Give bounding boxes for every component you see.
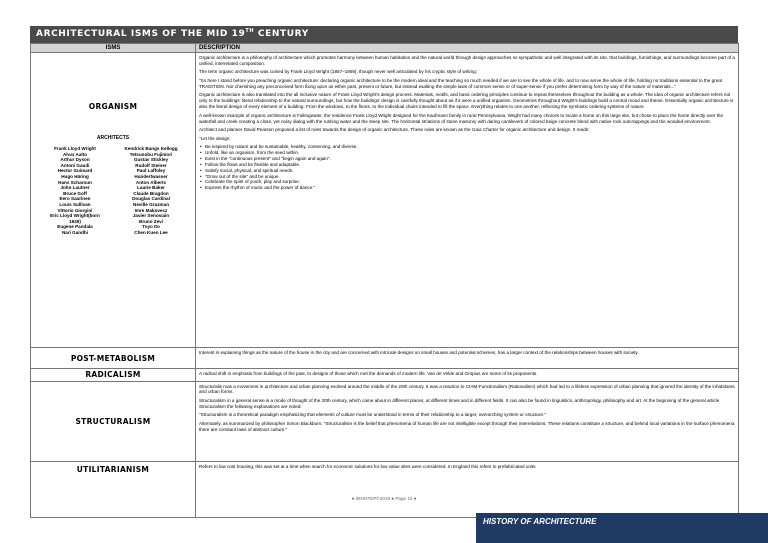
- page-footer: ● IMHOTEP©2018 ● Page 10 ●: [351, 496, 417, 501]
- architect-name: Toyo Ito: [142, 224, 160, 230]
- gaia-charter-paragraph: Architect and planner David Pearson proposed a list of rules towards the design of organic architecture. These rules are known as the Gaia Charter for organic architecture and design. It reads:: [199, 127, 590, 133]
- ism-name-organism: ORGANISM: [88, 102, 138, 111]
- architect-name: Arthur Dyson: [60, 157, 90, 163]
- architect-name: Neville Gruzman: [133, 201, 169, 207]
- description-cell-organism: [196, 53, 739, 348]
- architect-name: Anton Alberts: [135, 179, 167, 185]
- table-row-utilitarianism: [31, 461, 739, 517]
- isms-table: [30, 43, 739, 518]
- organism-paragraph: Organic architecture is also translated into the all inclusive nature of Frank Lloyd Wright's design process. Materials, motifs, and basic ordering principles continue to repeat themselves throughout the building as a whole. The idea of organic architecture refers not only to the buildings' literal relationship to the natural surroundings, but how the buildings' design is carefully thought about as if it were a unified organism. Geometries throughout Wright's buildings build a central mood and theme. Essentially organic architecture is also the literal design of every element of a building: From the windows, to the floors, to the individual chairs intended to fill the space. Everything relates to one another, reflecting the symbiotic ordering systems of nature.: [199, 92, 734, 110]
- architect-name: Louis Sullivan: [59, 201, 91, 207]
- structuralism-paragraph: Structuralism in a general sense is a mode of thought of the 20th century, which came about in different places, at different times and in different fields. It can also be found in linguistics, anthropology, philosophy and art. At the beginning of the general article Structuralism the following explanations are noted:: [199, 397, 720, 409]
- architect-name: Paul Laffoley: [136, 168, 166, 174]
- radicalism-text: A radical shift in emphasis from buildings of the past, to designs of those which met the demands of modern life. Van de Velde and Gropius are some of its proponents.: [199, 371, 538, 376]
- architect-name: Claude Bragdon: [133, 190, 169, 196]
- gaia-rule-item: • Celebrate the spirit of youth, play and surprise.: [199, 179, 735, 185]
- utilitarianism-text: Refers to low cost housing, this was set at a time when search for economic solutions for low value sites were considered. In England this refers to prefabricated units: [199, 463, 536, 469]
- architect-name: Hector Guimard: [57, 168, 93, 174]
- ism-name-utilitarianism: UTILITARIANISM: [76, 464, 150, 474]
- let-design-line: "Let the design:: [199, 135, 231, 141]
- architects-label: ARCHITECTS: [96, 135, 130, 141]
- description-cell-radicalism: [196, 369, 739, 382]
- architect-name: Hundertwasser: [134, 173, 168, 179]
- gaia-rule-item: • "Grow out of the site" and be unique.: [199, 174, 735, 180]
- architect-name: Javier Senosiain: [132, 213, 170, 219]
- gaia-rule-item: • Follow the flows and be flexible and adaptable.: [199, 162, 735, 168]
- description-cell-post-metabolism: [196, 348, 739, 369]
- architect-name: Hans Scharoun: [58, 179, 92, 185]
- architect-name: Alvar Aalto: [62, 151, 88, 157]
- architects-list: [31, 146, 195, 236]
- header-isms: ISMS: [31, 44, 196, 53]
- document-page: [30, 26, 738, 518]
- structuralism-paragraph: Alternately, as summarized by philosopher Simon Blackburn, "Structuralism is the belief that phenomena of human life are not intelligible except through their interrelations. These relations constitute a structure, and behind local variations in the surface phenomena there are constant laws of abstract culture.": [199, 420, 735, 432]
- architect-name: Chen Kuen Lee: [134, 229, 168, 235]
- ism-name-structuralism: STRUCTURALISM: [75, 416, 151, 426]
- architect-name: Rudolf Steiner: [135, 162, 167, 168]
- ism-name-radicalism: RADICALISM: [85, 370, 141, 380]
- gaia-rule-item: • Express the rhythm of music and the power of dance.": [199, 185, 735, 191]
- architect-name: Nari Gandhi: [61, 229, 89, 235]
- organism-paragraph: Organic architecture is a philosophy of architecture which promotes harmony between human habitation and the natural world through design approaches so sympathetic and well integrated with its site, that buildings, furnishings, and surroundings become part of a unified, interrelated composition.: [199, 55, 735, 66]
- table-header-row: [31, 44, 739, 53]
- organism-quote: "So here I stand before you preaching organic architecture: declaring organic architecture to be the modern ideal and the teaching so much needed if we are to see the whole of life, and to now serve the whole of life, holding no traditions essential to the great TRADITION. Nor cherishing any preconceived form fixing upon us either past, present or future, but instead exalting the simple laws of common sense or of super-sense if you prefer determining form by way of the nature of materials...": [199, 77, 723, 89]
- ism-cell-structuralism: [31, 381, 196, 461]
- ism-cell-radicalism: [31, 369, 196, 382]
- architect-name: Imre Makovecz: [134, 207, 168, 213]
- architect-name: John Lautner: [60, 185, 90, 191]
- architect-name: Bruce Goff: [63, 190, 87, 196]
- architect-name: Douglas Cardinal: [132, 196, 170, 202]
- architect-name: Hugo Häring: [61, 173, 89, 179]
- ism-cell-utilitarianism: [31, 461, 196, 517]
- description-cell-utilitarianism: [196, 461, 739, 517]
- architect-name: Bruno Zevi: [139, 218, 163, 224]
- page-title: ARCHITECTURAL ISMS OF THE MID 19TH CENTURY: [30, 26, 738, 43]
- ism-cell-organism: [31, 53, 196, 348]
- architect-name: Vittorio Giorgini: [57, 207, 93, 213]
- architect-name: Gustav Stickley: [133, 157, 169, 163]
- organism-paragraph: A well-known example of organic architecture is Fallingwater, the residence Frank Lloyd Wright designed for the Kaufmann family in rural Pennsylvania. Wright had many choices to locate a home on this large site, but chose to place the home directly over the waterfall and creek creating a close, yet noisy dialog with the rushing water and the steep site. The horizontal striations of stone masonry with daring cantilevers of colored beige concrete blend with native rock outcroppings and the wooded environment.: [199, 112, 724, 124]
- table-row-organism: [31, 53, 739, 348]
- ism-name-post-metabolism: POST-METABOLISM: [70, 353, 156, 363]
- architects-column-left: [37, 146, 113, 236]
- gaia-rule-item: • Unfold, like an organism, from the seed within.: [199, 150, 735, 156]
- architect-name: Tetsunobu Fujimori: [129, 151, 173, 157]
- gaia-rule-item: • Be inspired by nature and be sustainable, healthy, conserving, and diverse.: [199, 144, 735, 150]
- architect-name: Kendrick Bangs Kellogg: [124, 146, 178, 151]
- footer-banner: [476, 513, 768, 543]
- header-description: DESCRIPTION: [196, 44, 739, 53]
- architect-name: Frank Lloyd Wright: [54, 146, 96, 151]
- ism-cell-post-metabolism: [31, 348, 196, 369]
- architects-column-right: [113, 146, 189, 236]
- description-cell-structuralism: [196, 381, 739, 461]
- architect-name: Eric Lloyd Wright(born: [50, 213, 100, 219]
- gaia-rule-item: • Exist in the "continuous present" and "begin again and again".: [199, 156, 735, 162]
- gaia-rule-item: • Satisfy social, physical, and spiritual needs.: [199, 168, 735, 174]
- organism-paragraph: The term organic architecture was coined by Frank Lloyd Wright (1867–1959), though never well articulated by his cryptic style of writing:: [199, 69, 477, 75]
- post-metabolism-text: Interest in explaining things as the nature of the house in the city and are concerned with intricate designs on small houses and potential schemes, has a larger context of the relationships between houses with society.: [199, 350, 639, 355]
- architect-name: 1929): [69, 218, 81, 224]
- structuralism-paragraph: Structuralis mas a movement in architecture and urban planning evolved around the middle of the 20th century. It was a reaction to CIAM-Functionalism (Rationalism) which had led to a lifeless expression of urban planning that ignored the identity of the inhabitants and urban forms.: [199, 383, 735, 395]
- table-row-structuralism: [31, 381, 739, 461]
- structuralism-quote: "Structuralism is a theoretical paradigm emphasizing that elements of culture must be understood in terms of their relationship to a larger, overarching system or structure.": [199, 412, 546, 418]
- architect-name: Eero Saarinen: [59, 196, 91, 202]
- gaia-rules-list: [199, 144, 735, 191]
- architect-name: Laurie Baker: [137, 185, 165, 191]
- table-row-post-metabolism: [31, 348, 739, 369]
- footer-banner-title: HISTORY OF ARCHITECTURE: [483, 517, 597, 526]
- architect-name: Antoni Gaudi: [60, 162, 90, 168]
- architect-name: Eugene Pandala: [57, 224, 93, 230]
- table-row-radicalism: [31, 369, 739, 382]
